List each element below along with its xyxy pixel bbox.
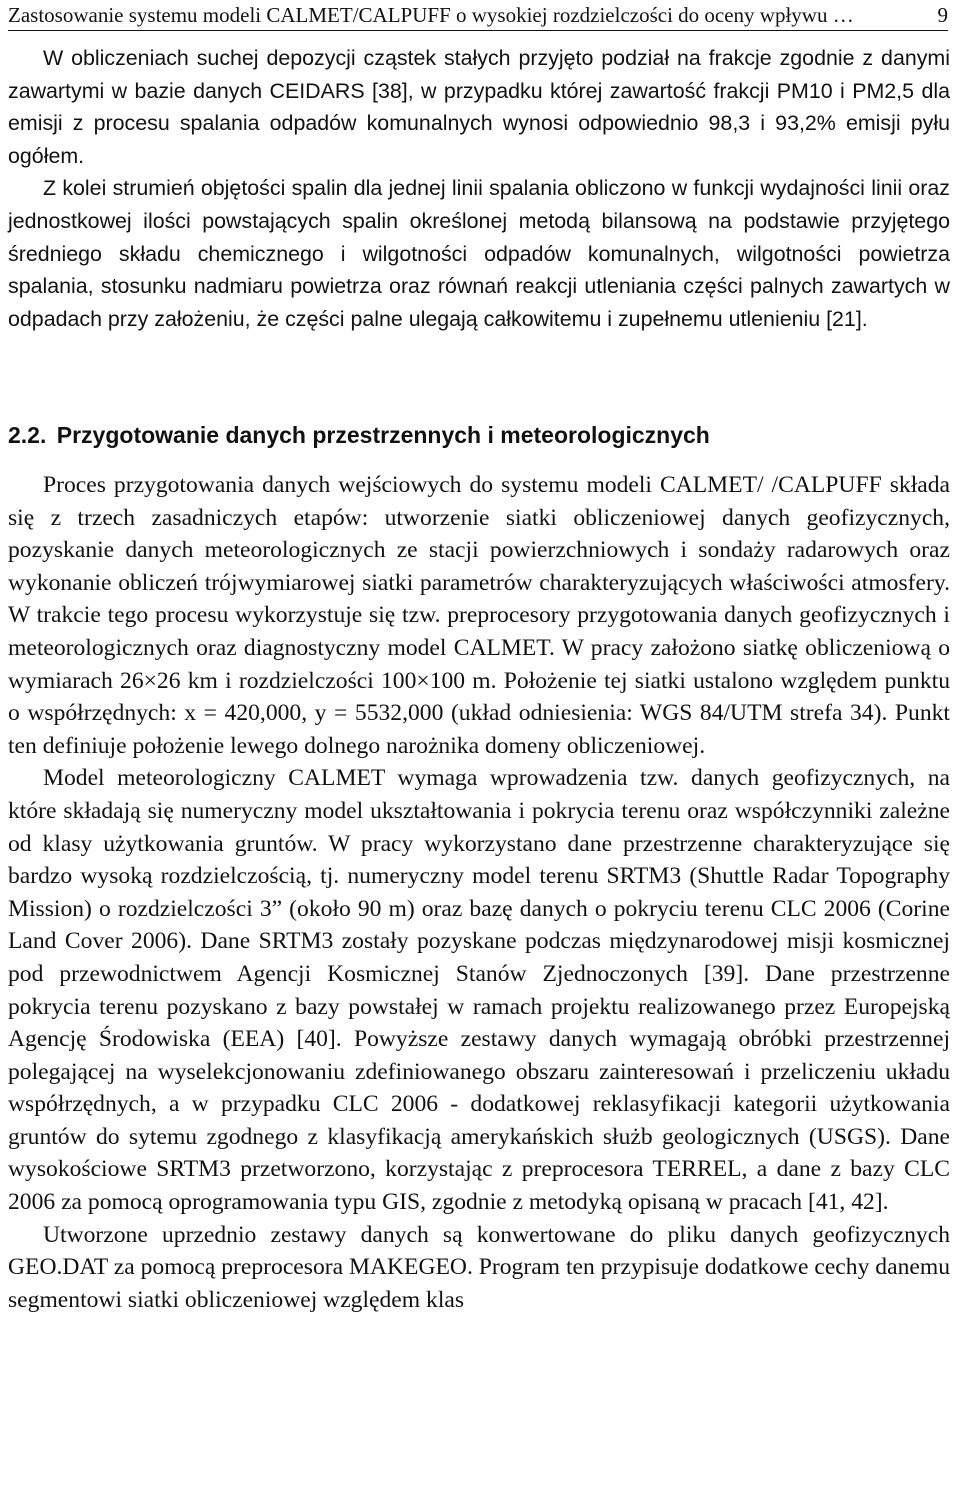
- paragraph-flue-gas-flow: Z kolei strumień objętości spalin dla jednej linii spalania obliczono w funkcji wydajności linii oraz jednostkowej ilości powstających spalin określonej metodą bilansową na podstawie przyjętego średniego składu chemicznego i wilgotności odpadów komunalnych, wilgotności powietrza spalania, stosunku nadmiaru powietrza oraz równań reakcji utleniania części palnych zawartych w odpadach przy założeniu, że części palne ulegają całkowitemu i zupełnemu utlenieniu [21].: [8, 176, 950, 331]
- paragraph-geo-dat: Utworzone uprzednio zestawy danych są konwertowane do pliku danych geofizycznych GEO.DAT za pomocą preprocesora MAKEGEO. Program ten przypisuje dodatkowe cechy danemu segmentowi siatki obliczeniowej względem klas: [8, 1221, 950, 1313]
- section-number: 2.2.: [8, 422, 47, 448]
- paragraph-dry-deposition: W obliczeniach suchej depozycji cząstek stałych przyjęto podział na frakcje zgodnie z danymi zawartymi w bazie danych CEIDARS [38], w przypadku której zawartość frakcji PM10 i PM2,5 dla emisji z procesu spalania odpadów komunalnych wynosi odpowiednio 98,3 i 93,2% emisji pyłu ogółem.: [8, 46, 950, 168]
- intro-text-block: [8, 42, 950, 335]
- main-text-block: [8, 469, 950, 1316]
- running-title: Zastosowanie systemu modeli CALMET/CALPUFF o wysokiej rozdzielczości do oceny wpływu …: [8, 3, 854, 27]
- paragraph-geophysical-data: Model meteorologiczny CALMET wymaga wprowadzenia tzw. danych geofizycznych, na które składają się numeryczny model ukształtowania i pokrycia terenu oraz współczynniki zależne od klasy użytkowania gruntów. W pracy wykorzystano dane przestrzenne charakteryzujące się bardzo wysoką rozdzielczością, tj. numeryczny model terenu SRTM3 (Shuttle Radar Topography Mission) o rozdzielczości 3” (około 90 m) oraz bazę danych o pokryciu terenu CLC 2006 (Corine Land Cover 2006). Dane SRTM3 zostały pozyskane podczas międzynarodowej misji kosmicznej pod przewodnictwem Agencji Kosmicznej Stanów Zjednoczonych [39]. Dane przestrzenne pokrycia terenu pozyskano z bazy powstałej w ramach projektu realizowanego przez Europejską Agencję Środowiska (EEA) [40]. Powyższe zestawy danych wymagają obróbki przestrzennej polegającej na wyselekcjonowaniu zdefiniowanego obszaru zainteresowań i przeliczeniu układu współrzędnych, a w przypadku CLC 2006 - dodatkowej reklasyfikacji kategorii użytkowania gruntów do sytemu zgodnego z klasyfikacją amerykańskich służb geologicznych (USGS). Dane wysokościowe SRTM3 przetworzono, korzystając z preprocesora TERREL, a dane z bazy CLC 2006 za pomocą oprogramowania typu GIS, zgodnie z metodyką opisaną w pracach [41, 42].: [8, 765, 950, 1216]
- running-header: [8, 0, 948, 31]
- paragraph-input-preparation: Proces przygotowania danych wejściowych do systemu modeli CALMET/ /CALPUFF składa się z trzech zasadniczych etapów: utworzenie siatki obliczeniowej danych geofizycznych, pozyskanie danych meteorologicznych ze stacji powierzchniowych i sondaży radarowych oraz wykonanie obliczeń trójwymiarowej siatki parametrów charakteryzujących właściwości atmosfery. W trakcie tego procesu wykorzystuje się tzw. preprocesory przygotowania danych geofizycznych i meteorologicznych oraz diagnostyczny model CALMET. W pracy założono siatkę obliczeniową o wymiarach 26×26 km i rozdzielczości 100×100 m. Położenie tej siatki ustalono względem punktu o współrzędnych: x = 420,000, y = 5532,000 (układ odniesienia: WGS 84/UTM strefa 34). Punkt ten definiuje położenie lewego dolnego narożnika domeny obliczeniowej.: [8, 472, 950, 759]
- section-title: Przygotowanie danych przestrzennych i meteorologicznych: [56, 422, 710, 448]
- page-number: 9: [937, 3, 948, 27]
- section-heading: [8, 420, 950, 450]
